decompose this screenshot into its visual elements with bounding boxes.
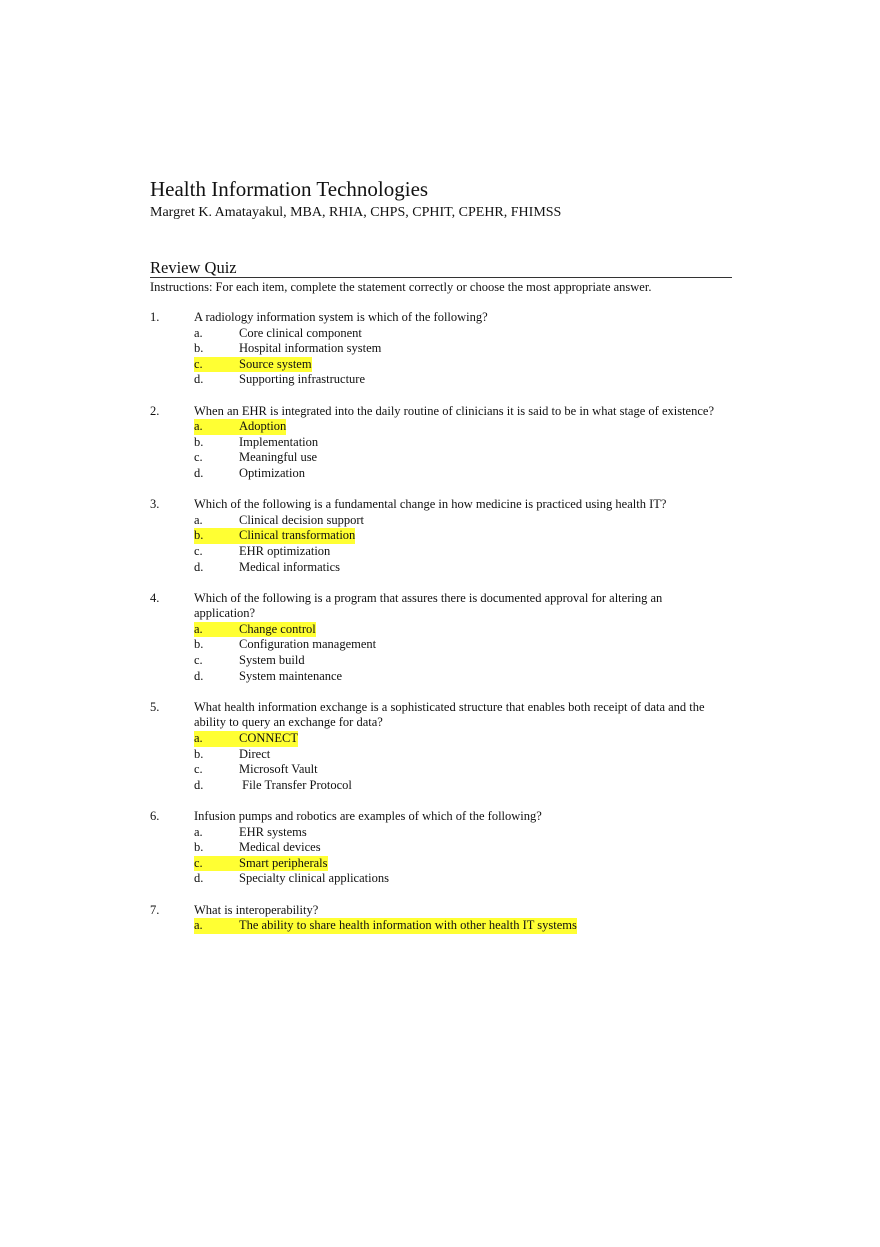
answer-text: System maintenance <box>239 668 343 683</box>
answer-text: Supporting infrastructure <box>239 372 366 387</box>
question-item <box>150 809 732 887</box>
answer-letter: d. <box>194 559 204 574</box>
answer-text: Meaningful use <box>239 450 318 465</box>
answer-text: Microsoft Vault <box>239 762 318 777</box>
document-title: Health Information Technologies <box>150 177 429 201</box>
answer-letter: c. <box>194 855 203 870</box>
answer-option-body <box>194 669 342 685</box>
question-number: 2. <box>150 403 160 418</box>
answer-text: Specialty clinical applications <box>239 871 389 886</box>
question-text: Which of the following is a program that assures there is documented approval for altering an application? <box>194 590 663 621</box>
answer-option-body <box>194 840 321 856</box>
answer-option-body <box>194 372 365 388</box>
question-text: What is interoperability? <box>194 902 319 917</box>
answer-text: Implementation <box>239 434 319 449</box>
answer-option-body <box>194 871 389 887</box>
answer-options <box>194 918 732 934</box>
answer-letter: b. <box>194 528 204 543</box>
answer-option-body <box>194 435 318 451</box>
answer-option-body <box>194 778 352 794</box>
question-text: When an EHR is integrated into the daily routine of clinicians it is said to be in what stage of existence? <box>194 403 714 418</box>
answer-option <box>194 825 732 841</box>
question-number: 5. <box>150 699 160 714</box>
answer-option-body <box>194 450 317 466</box>
question-item <box>150 700 732 794</box>
answer-letter: a. <box>194 512 203 527</box>
answer-text: CONNECT <box>239 731 299 746</box>
answer-option <box>194 653 732 669</box>
answer-letter: a. <box>194 731 203 746</box>
answer-text: Smart peripherals <box>239 855 328 870</box>
answer-letter: c. <box>194 653 203 668</box>
answer-letter: d. <box>194 668 204 683</box>
answer-text: Medical informatics <box>239 559 341 574</box>
answer-option-highlighted <box>194 622 732 638</box>
author-line: Margret K. Amatayakul, MBA, RHIA, CHPS, CPHIT, CPEHR, FHIMSS <box>150 205 562 220</box>
question-item <box>150 497 732 575</box>
answer-letter: c. <box>194 543 203 558</box>
answer-option <box>194 669 732 685</box>
answer-option-body <box>194 466 305 482</box>
answer-option-body <box>194 825 307 841</box>
answer-text: Hospital information system <box>239 341 382 356</box>
answer-option-body <box>194 326 362 342</box>
answer-letter: b. <box>194 840 204 855</box>
answer-option <box>194 762 732 778</box>
answer-options <box>194 825 732 887</box>
answer-text: Clinical transformation <box>239 528 356 543</box>
question-number: 6. <box>150 809 160 823</box>
answer-letter: c. <box>194 450 203 465</box>
answer-option-body <box>194 856 328 872</box>
question-item <box>150 404 732 482</box>
answer-option <box>194 840 732 856</box>
answer-option <box>194 560 732 576</box>
document-page <box>150 176 732 949</box>
answer-option-highlighted <box>194 918 732 934</box>
answer-letter: b. <box>194 341 204 356</box>
instructions-text: For each item, complete the statement correctly or choose the most appropriate answer. <box>215 280 652 294</box>
answer-text: Core clinical component <box>239 325 362 340</box>
answer-option-body <box>194 918 577 934</box>
answer-option <box>194 466 732 482</box>
question-text: Infusion pumps and robotics are examples of which of the following? <box>194 809 542 823</box>
answer-option <box>194 871 732 887</box>
answer-option <box>194 450 732 466</box>
answer-option-highlighted <box>194 419 732 435</box>
answer-option-highlighted <box>194 357 732 373</box>
question-number: 4. <box>150 590 160 605</box>
answer-letter: a. <box>194 918 203 933</box>
answer-text: System build <box>239 653 305 668</box>
question-item <box>150 903 732 934</box>
answer-option <box>194 778 732 794</box>
answer-text: Configuration management <box>239 637 377 652</box>
answer-options <box>194 731 732 793</box>
section-title: Review Quiz <box>150 259 732 278</box>
answer-option-body <box>194 419 286 435</box>
answer-letter: a. <box>194 419 203 434</box>
answer-option <box>194 326 732 342</box>
answer-option <box>194 544 732 560</box>
answer-option-body <box>194 762 318 778</box>
answer-option-body <box>194 544 330 560</box>
answer-letter: c. <box>194 356 203 371</box>
answer-letter: a. <box>194 824 203 839</box>
answer-text: File Transfer Protocol <box>239 777 352 792</box>
answer-text: The ability to share health information with other health IT systems <box>239 918 577 933</box>
answer-letter: d. <box>194 777 204 792</box>
question-text: What health information exchange is a sophisticated structure that enables both receipt of data and the ability to query an exchange for data? <box>194 699 705 730</box>
answer-text: Clinical decision support <box>239 512 364 527</box>
question-list <box>150 310 732 934</box>
instructions-label: Instructions: <box>150 280 213 294</box>
answer-letter: d. <box>194 372 204 387</box>
answer-option <box>194 372 732 388</box>
question-item <box>150 310 732 388</box>
answer-option-highlighted <box>194 731 732 747</box>
question-text: Which of the following is a fundamental change in how medicine is practiced using health IT? <box>194 497 667 512</box>
question-text: A radiology information system is which of the following? <box>194 310 488 324</box>
answer-option-highlighted <box>194 528 732 544</box>
instructions <box>150 279 732 295</box>
answer-letter: c. <box>194 762 203 777</box>
answer-option <box>194 341 732 357</box>
answer-letter: a. <box>194 325 203 340</box>
answer-option-body <box>194 357 312 373</box>
answer-letter: b. <box>194 434 204 449</box>
answer-option-body <box>194 653 305 669</box>
question-item <box>150 591 732 685</box>
answer-letter: a. <box>194 621 203 636</box>
question-number: 7. <box>150 902 160 917</box>
answer-letter: d. <box>194 465 204 480</box>
answer-option-body <box>194 513 364 529</box>
answer-option-body <box>194 528 355 544</box>
answer-option <box>194 513 732 529</box>
answer-options <box>194 622 732 684</box>
answer-option-highlighted <box>194 856 732 872</box>
answer-letter: d. <box>194 871 204 886</box>
answer-letter: b. <box>194 637 204 652</box>
question-number: 3. <box>150 497 160 512</box>
answer-option-body <box>194 731 298 747</box>
answer-text: EHR systems <box>239 824 307 839</box>
answer-option-body <box>194 637 376 653</box>
answer-text: Direct <box>239 746 271 761</box>
answer-text: Change control <box>239 621 316 636</box>
answer-option <box>194 637 732 653</box>
answer-options <box>194 326 732 388</box>
answer-option-body <box>194 560 340 576</box>
question-number: 1. <box>150 310 160 324</box>
answer-option-body <box>194 622 316 638</box>
answer-option <box>194 747 732 763</box>
answer-letter: b. <box>194 746 204 761</box>
answer-text: Medical devices <box>239 840 321 855</box>
answer-text: Optimization <box>239 465 305 480</box>
answer-text: Adoption <box>239 419 287 434</box>
answer-options <box>194 513 732 575</box>
answer-text: Source system <box>239 356 312 371</box>
answer-option <box>194 435 732 451</box>
answer-text: EHR optimization <box>239 543 331 558</box>
answer-option-body <box>194 341 381 357</box>
answer-options <box>194 419 732 481</box>
answer-option-body <box>194 747 270 763</box>
